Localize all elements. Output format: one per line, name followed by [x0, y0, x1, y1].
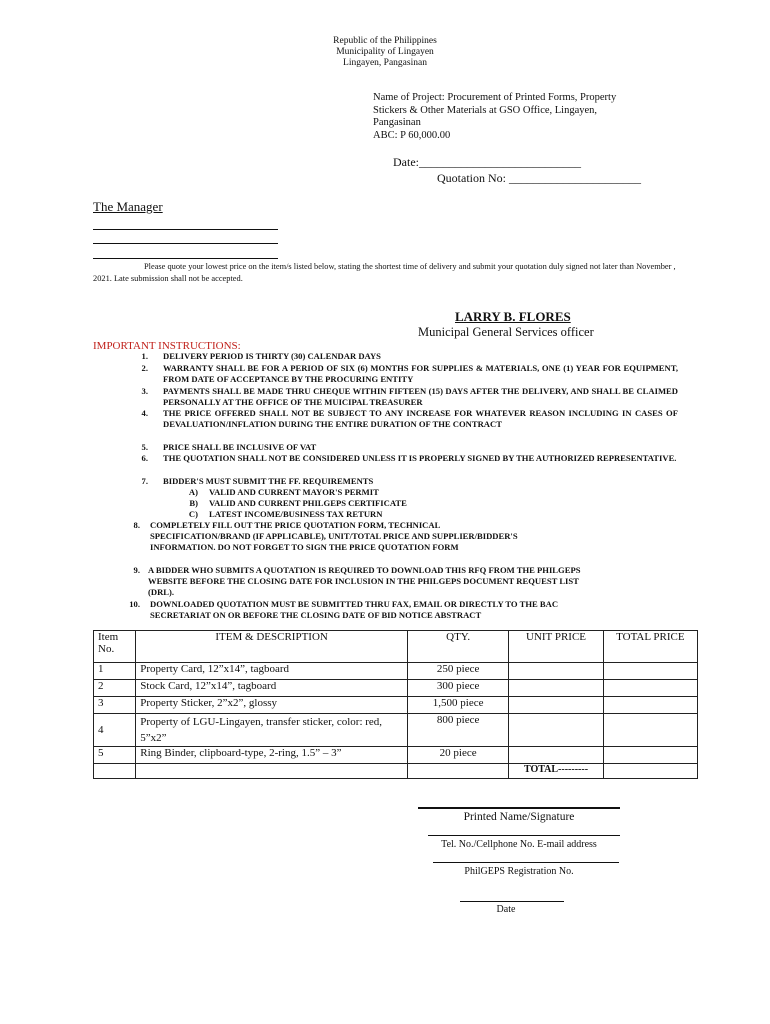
instruction-number: 6. [141, 453, 148, 463]
philgeps-label: PhilGEPS Registration No. [464, 866, 574, 877]
row-description: Ring Binder, clipboard-type, 2-ring, 1.5” – 3” [136, 747, 408, 764]
row-item-no: 1 [94, 663, 136, 680]
addressee-blank-line-3[interactable] [93, 258, 278, 259]
project-abc: ABC: P 60,000.00 [373, 129, 451, 141]
header-description: ITEM & DESCRIPTION [136, 631, 408, 663]
header-republic: Republic of the Philippines [333, 36, 437, 46]
signatory-title: Municipal General Services officer [418, 325, 594, 339]
row-total-price-cell[interactable] [603, 663, 697, 680]
instruction-number: 7. [141, 476, 148, 486]
instruction-text: DOWNLOADED QUOTATION MUST BE SUBMITTED THRU FAX, EMAIL OR DIRECTLY TO THE BAC SECRETARIAT ON OR BEFORE THE CLOSING DATE OF BID NOTICE ABSTRACT [150, 599, 559, 621]
row-total-price-cell[interactable] [603, 714, 697, 747]
instruction-number: 5. [141, 442, 148, 452]
row-qty: 300 piece [407, 680, 508, 697]
row-item-no: 4 [94, 714, 136, 747]
row-total-price-cell[interactable] [603, 747, 697, 764]
table-total-row [94, 764, 698, 779]
philgeps-line[interactable] [433, 862, 619, 863]
instruction-text: PAYMENTS SHALL BE MADE THRU CHEQUE WITHIN FIFTEEN (15) DAYS AFTER THE DELIVERY, AND SHALL BE CLAIMED PERSONALLY AT THE OFFICE OF THE MUICIPAL TREASURER [163, 386, 678, 408]
row-item-no: 2 [94, 680, 136, 697]
requirement-letter: A) [188, 487, 198, 497]
row-unit-price-cell[interactable] [509, 680, 603, 697]
row-unit-price-cell[interactable] [509, 663, 603, 680]
instruction-number: 9. [133, 565, 140, 575]
empty-cell [94, 764, 136, 779]
row-unit-price-cell[interactable] [509, 747, 603, 764]
row-unit-price-cell[interactable] [509, 714, 603, 747]
row-description: Property of LGU-Lingayen, transfer sticker, color: red, 5”x2” [136, 714, 408, 747]
instruction-text: WARRANTY SHALL BE FOR A PERIOD OF SIX (6) MONTHS FOR SUPPLIES & MATERIALS, ONE (1) YEAR FOR EQUIPMENT, FROM DATE OF ACCEPTANCE BY THE PROCURING ENTITY [163, 363, 678, 385]
header-qty: QTY. [407, 631, 508, 663]
quotation-table [93, 630, 698, 779]
instruction-text: PRICE SHALL BE INCLUSIVE OF VAT [163, 442, 317, 452]
quotation-request-text: Please quote your lowest price on the item/s listed below, stating the shortest time of delivery and submit your quotation duly signed not later than November , 2021. Late submission shall not be accepted. [93, 262, 676, 283]
table-row [94, 663, 698, 680]
signature-line[interactable] [418, 807, 620, 809]
instruction-text: BIDDER'S MUST SUBMIT THE FF. REQUIREMENTS [163, 476, 374, 486]
instruction-number: 3. [141, 386, 148, 396]
addressee-blank-line-2[interactable] [93, 243, 278, 244]
table-row [94, 680, 698, 697]
table-header-row [94, 631, 698, 663]
instruction-text: THE PRICE OFFERED SHALL NOT BE SUBJECT TO ANY INCREASE FOR WHATEVER REASON INCLUDING IN CASES OF DEVALUATION/INFLATION DURING THE ENTIRE DURATION OF THE CONTRACT [163, 408, 678, 430]
instruction-number: 10. [129, 599, 140, 609]
instruction-number: 2. [141, 363, 148, 373]
row-item-no: 5 [94, 747, 136, 764]
grand-total-cell[interactable] [603, 764, 697, 779]
row-total-price-cell[interactable] [603, 697, 697, 714]
instruction-text: THE QUOTATION SHALL NOT BE CONSIDERED UNLESS IT IS PROPERLY SIGNED BY THE AUTHORIZED REPRESENTATIVE. [163, 453, 677, 463]
header-location: Lingayen, Pangasinan [343, 58, 427, 68]
row-total-price-cell[interactable] [603, 680, 697, 697]
printed-name-label: Printed Name/Signature [463, 811, 575, 823]
requirement-text: VALID AND CURRENT PHILGEPS CERTIFICATE [209, 498, 407, 508]
empty-cell [136, 764, 408, 779]
row-description: Stock Card, 12”x14”, tagboard [136, 680, 408, 697]
instruction-text: COMPLETELY FILL OUT THE PRICE QUOTATION FORM, TECHNICAL SPECIFICATION/BRAND (IF APPLICABLE), UNIT/TOTAL PRICE AND SUPPLIER/BIDDER'S INFORMATION. DO NOT FORGET TO SIGN THE PRICE QUOTATION FORM [150, 520, 518, 553]
table-row [94, 697, 698, 714]
header-municipality: Municipality of Lingayen [336, 47, 434, 57]
instruction-number: 8. [133, 520, 140, 530]
table-row [94, 714, 698, 747]
date-label: Date [496, 904, 516, 915]
addressee-title: The Manager [93, 199, 163, 214]
row-description: Property Card, 12”x14”, tagboard [136, 663, 408, 680]
total-label: TOTAL--------- [509, 764, 603, 779]
header-unit-price: UNIT PRICE [509, 631, 603, 663]
row-item-no: 3 [94, 697, 136, 714]
row-description: Property Sticker, 2”x2”, glossy [136, 697, 408, 714]
requirement-text: VALID AND CURRENT MAYOR'S PERMIT [209, 487, 379, 497]
addressee-blank-line-1[interactable] [93, 229, 278, 230]
empty-cell [407, 764, 508, 779]
contact-label: Tel. No./Cellphone No. E-mail address [441, 839, 597, 850]
project-block [373, 92, 663, 142]
project-name-line3: Pangasinan [373, 117, 421, 128]
header-total-price: TOTAL PRICE [603, 631, 697, 663]
row-qty: 1,500 piece [407, 697, 508, 714]
row-qty: 800 piece [407, 714, 508, 747]
requirement-letter: C) [188, 509, 198, 519]
contact-line[interactable] [428, 835, 620, 836]
instruction-number: 1. [141, 351, 148, 361]
instruction-text: DELIVERY PERIOD IS THIRTY (30) CALENDAR DAYS [163, 351, 381, 361]
header-item-no: Item No. [94, 631, 136, 663]
row-qty: 250 piece [407, 663, 508, 680]
instruction-number: 4. [141, 408, 148, 418]
date-line[interactable] [460, 901, 564, 902]
table-row [94, 747, 698, 764]
requirement-letter: B) [189, 498, 198, 508]
project-name-line2: Stickers & Other Materials at GSO Office, Lingayen, [373, 104, 598, 116]
instruction-text: A BIDDER WHO SUBMITS A QUOTATION IS REQUIRED TO DOWNLOAD THIS RFQ FROM THE PHILGEPS WEBSITE BEFORE THE CLOSING DATE FOR INCLUSION IN THE PHILGEPS DOCUMENT REQUEST LIST (DRL). [148, 565, 581, 598]
row-qty: 20 piece [407, 747, 508, 764]
row-unit-price-cell[interactable] [509, 697, 603, 714]
date-field[interactable]: Date:___________________________ [393, 155, 581, 169]
project-name-line1: Name of Project: Procurement of Printed Forms, Property [373, 92, 617, 103]
signatory-name: LARRY B. FLORES [455, 309, 571, 324]
requirement-text: LATEST INCOME/BUSINESS TAX RETURN [209, 509, 383, 519]
quotation-number-field[interactable]: Quotation No: ______________________ [437, 171, 641, 185]
instructions-title: IMPORTANT INSTRUCTIONS: [93, 340, 241, 352]
